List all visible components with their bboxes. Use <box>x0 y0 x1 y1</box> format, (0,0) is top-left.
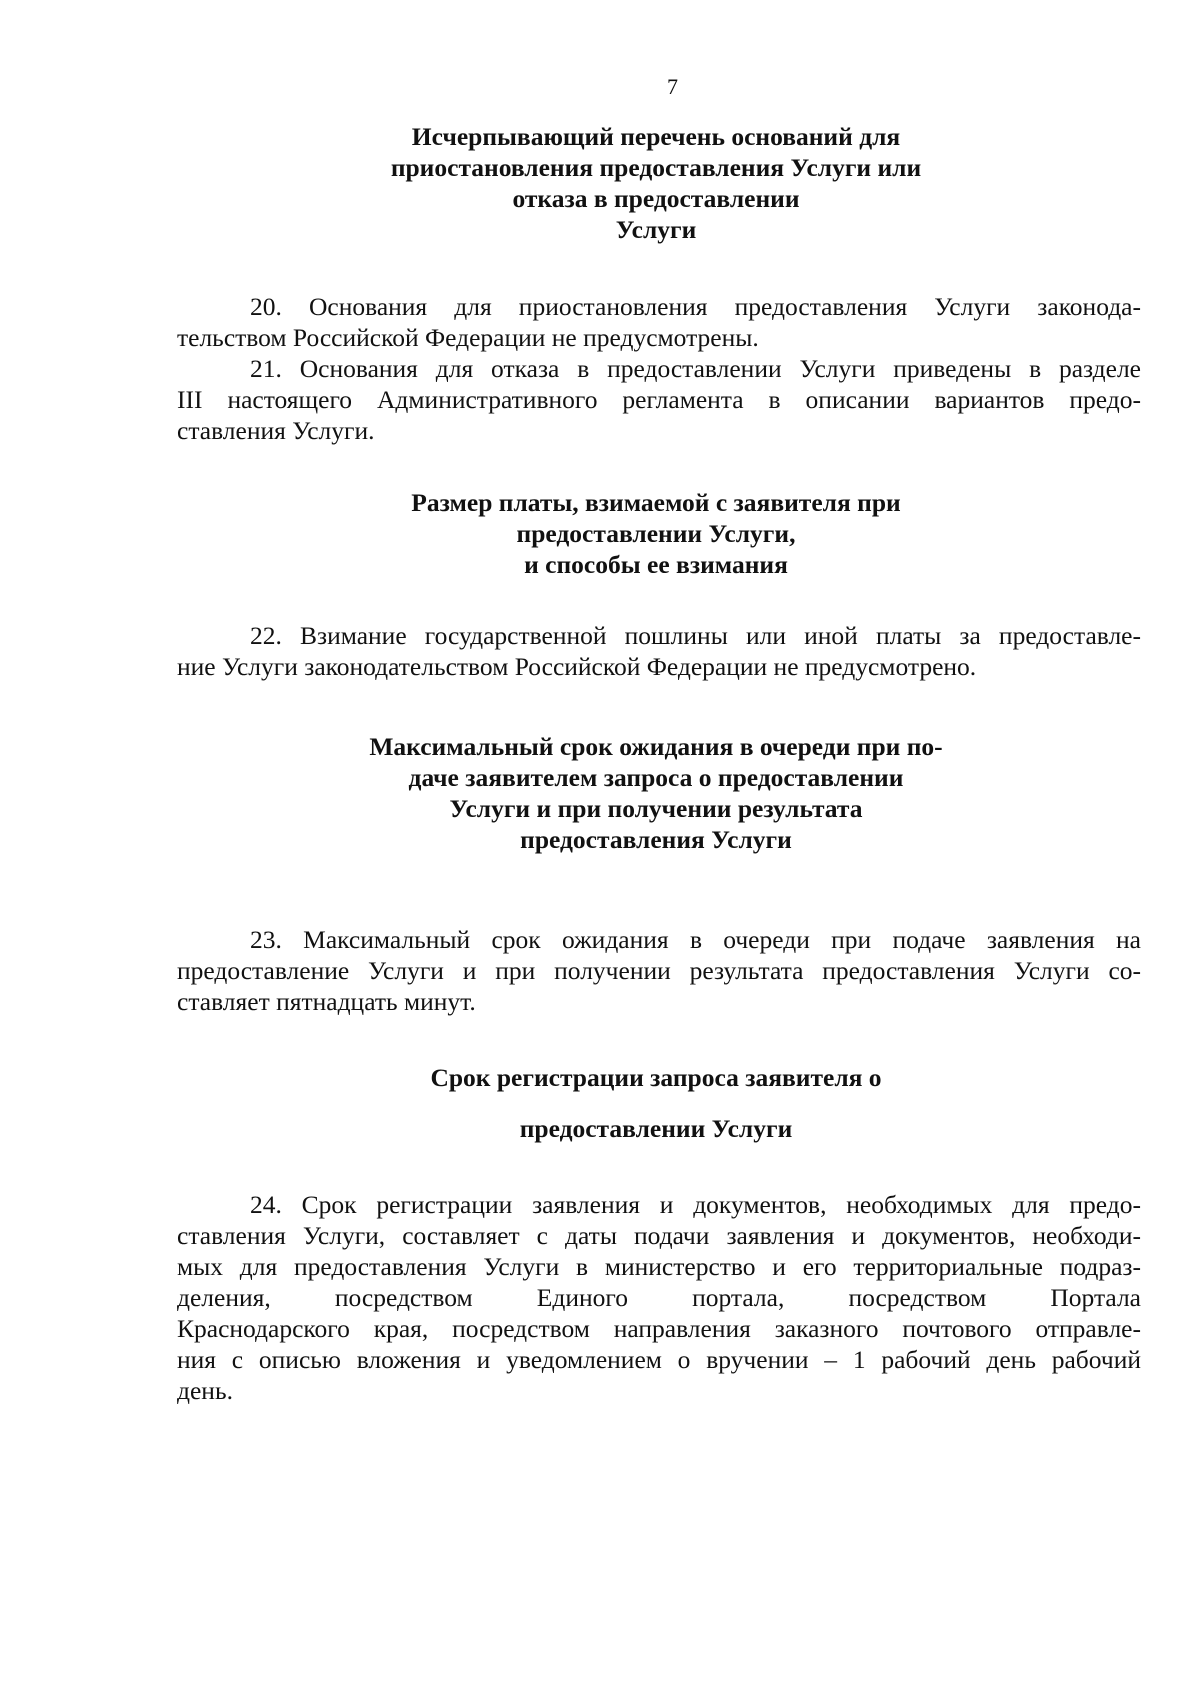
heading-line: даче заявителем запроса о предоставлении <box>408 763 904 792</box>
heading-line: Срок регистрации запроса заявителя о <box>430 1063 882 1092</box>
paragraph-line: Краснодарского края, посредством направления заказного почтового отправле- <box>177 1314 1141 1343</box>
section-heading-suspension-grounds <box>300 121 1012 245</box>
paragraph-line: ставляет пятнадцать минут. <box>177 987 476 1016</box>
heading-line: Максимальный срок ожидания в очереди при по- <box>369 732 943 761</box>
heading-line: Исчерпывающий перечень оснований для <box>411 122 901 151</box>
heading-line: отказа в предоставлении <box>512 184 800 213</box>
paragraph-21 <box>177 353 1141 446</box>
section-heading-waiting-time <box>300 731 1012 855</box>
paragraph-23 <box>177 924 1141 1017</box>
paragraph-line: 22. Взимание государственной пошлины или иной платы за предоставле- <box>250 621 1141 650</box>
paragraph-line: мых для предоставления Услуги в министерство и его территориальные подраз- <box>177 1252 1141 1281</box>
paragraph-line: тельством Российской Федерации не предусмотрены. <box>177 323 759 352</box>
heading-line: предоставлении Услуги, <box>516 519 796 548</box>
paragraph-line: день. <box>177 1376 233 1405</box>
heading-line: Услуги и при получении результата <box>449 794 863 823</box>
paragraph-24 <box>177 1189 1141 1406</box>
section-heading-fee <box>300 487 1012 580</box>
paragraph-line: ния с описью вложения и уведомлением о вручении – 1 рабочий день рабочий <box>177 1345 1141 1374</box>
paragraph-22 <box>177 620 1141 682</box>
heading-line: Размер платы, взимаемой с заявителя при <box>411 488 901 517</box>
paragraph-line: деления, посредством Единого портала, посредством Портала <box>177 1283 1141 1312</box>
paragraph-line: ставления Услуги. <box>177 416 375 445</box>
paragraph-line: 20. Основания для приостановления предоставления Услуги законода- <box>250 292 1141 321</box>
paragraph-line: ставления Услуги, составляет с даты подачи заявления и документов, необходи- <box>177 1221 1141 1250</box>
paragraph-20 <box>177 291 1141 353</box>
paragraph-line: 24. Срок регистрации заявления и документов, необходимых для предо- <box>250 1190 1141 1219</box>
paragraph-line: ние Услуги законодательством Российской Федерации не предусмотрено. <box>177 652 977 681</box>
heading-line: Услуги <box>615 215 697 244</box>
heading-line: приостановления предоставления Услуги или <box>390 153 922 182</box>
page-number: 7 <box>667 74 678 99</box>
heading-line: и способы ее взимания <box>524 550 788 579</box>
heading-line: предоставлении Услуги <box>519 1114 793 1143</box>
paragraph-line: 23. Максимальный срок ожидания в очереди при подаче заявления на <box>250 925 1141 954</box>
paragraph-line: III настоящего Административного регламента в описании вариантов предо- <box>177 385 1141 414</box>
heading-line: предоставления Услуги <box>520 825 792 854</box>
paragraph-line: 21. Основания для отказа в предоставлении Услуги приведены в разделе <box>250 354 1141 383</box>
section-heading-registration-term <box>300 1062 1012 1144</box>
paragraph-line: предоставление Услуги и при получении результата предоставления Услуги со- <box>177 956 1141 985</box>
